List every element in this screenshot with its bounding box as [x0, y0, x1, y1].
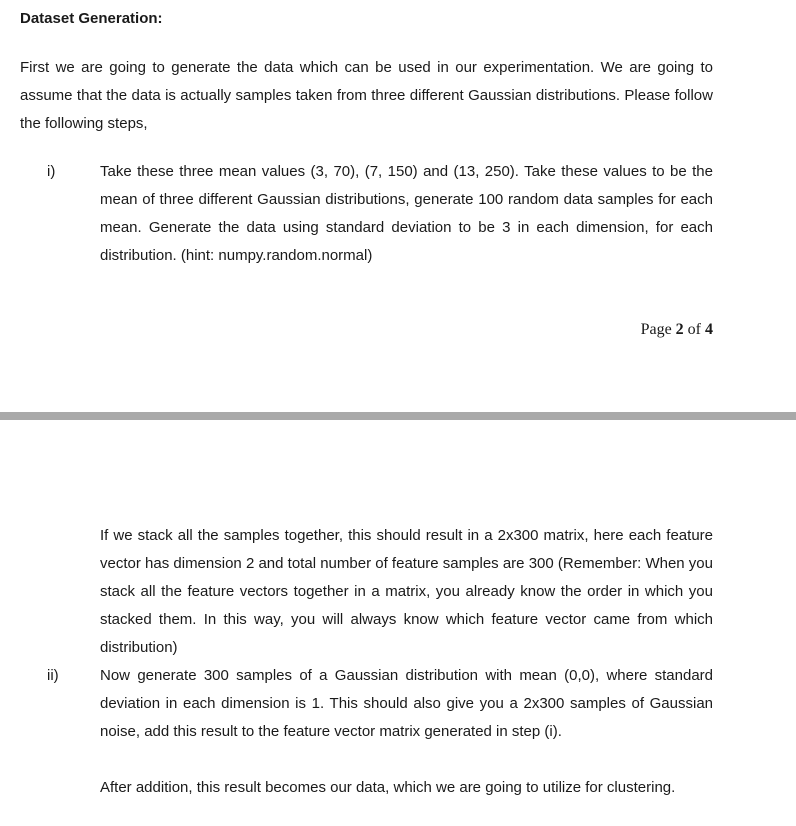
page-number-current: 2: [675, 321, 684, 338]
continuation-paragraph: If we stack all the samples together, this should result in a 2x300 matrix, here each feature vector has dimension 2 and total number of feature samples are 300 (Remember: When you stack all the feature vectors together in a matrix, you already know the order in which you stacked them. In this way, you will always know which feature vector came from which distribution): [100, 527, 713, 656]
page-number-prefix: Page: [640, 321, 676, 338]
page-number-total: 4: [705, 321, 713, 338]
step-i-marker: i): [47, 163, 56, 180]
page-number-middle: of: [683, 321, 705, 338]
page-break-separator: [0, 412, 796, 420]
step-ii-marker: ii): [47, 667, 59, 684]
section-heading: Dataset Generation:: [20, 10, 163, 27]
page-number: [641, 318, 713, 342]
closing-paragraph: After addition, this result becomes our data, which we are going to utilize for clustering.: [100, 779, 676, 796]
step-ii-text: Now generate 300 samples of a Gaussian distribution with mean (0,0), where standard deviation in each dimension is 1. This should also give you a 2x300 samples of Gaussian noise, add this result to the feature vector matrix generated in step (i).: [100, 667, 713, 740]
intro-paragraph: First we are going to generate the data which can be used in our experimentation. We are going to assume that the data is actually samples taken from three different Gaussian distributions. Please follow the following steps,: [20, 59, 713, 132]
step-i-text: Take these three mean values (3, 70), (7, 150) and (13, 250). Take these values to be the mean of three different Gaussian distributions, generate 100 random data samples for each mean. Generate the data using standard deviation to be 3 in each dimension, for each distribution. (hint: numpy.random.normal): [100, 163, 713, 264]
